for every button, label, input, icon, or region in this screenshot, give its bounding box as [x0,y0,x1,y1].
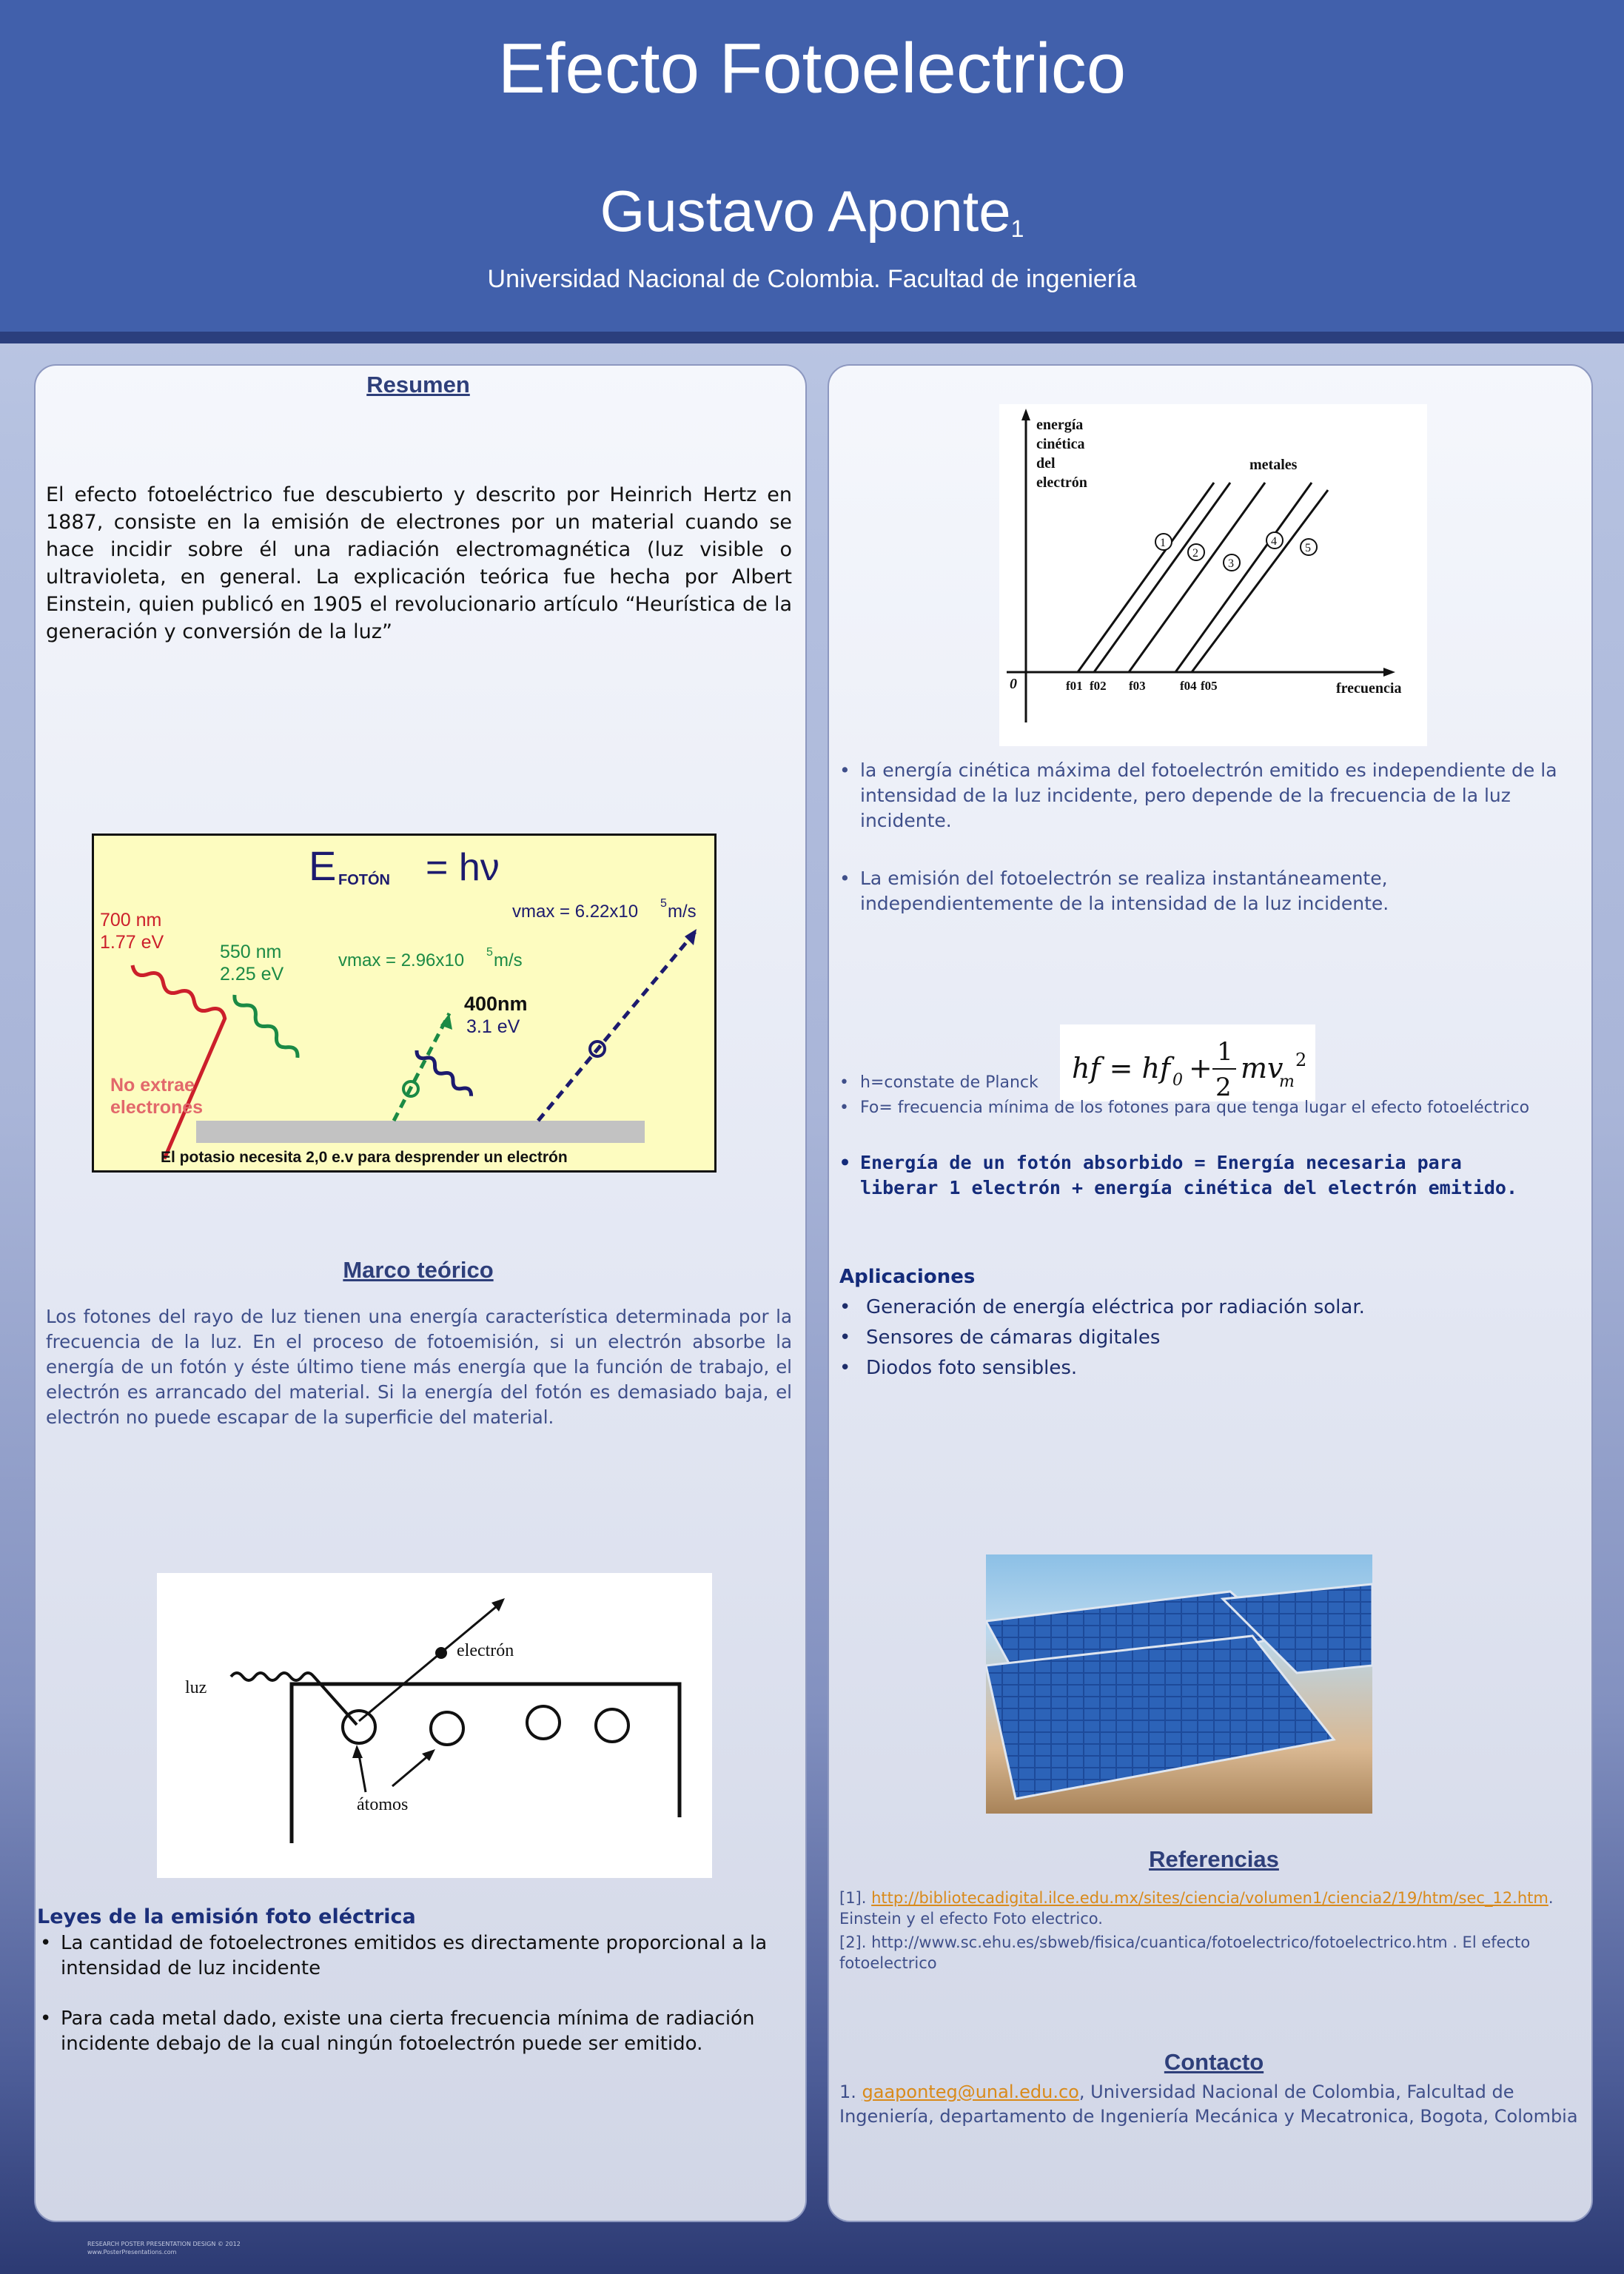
leyes-heading: Leyes de la emisión foto eléctrica [37,1905,416,1928]
y-label-4: electrón [1036,474,1087,491]
eq-lhs: hf = hf [1072,1052,1171,1084]
reference-2: [2]. http://www.sc.ehu.es/sbweb/fisica/cuantica/fotoelectrico/fotoelectrico.htm . El efecto fotoelectrico [839,1933,1531,1972]
eq-sub-zero: 0 [1172,1071,1183,1090]
aplicaciones-heading: Aplicaciones [839,1266,976,1288]
footer-line-2: www.PosterPresentations.com [87,2249,177,2255]
metal-line-1 [1078,483,1214,672]
atoms-arrowhead-1 [352,1745,363,1758]
x-axis-arrow [1383,668,1395,677]
tick-f04: f04 [1180,679,1197,693]
aplicacion-item-2: • Sensores de cámaras digitales [839,1323,1580,1353]
atoms-figure [157,1573,712,1878]
footer-line-1: RESEARCH POSTER PRESENTATION DESIGN © 2012 [87,2241,241,2247]
metales-label: metales [1249,457,1298,473]
tick-f02: f02 [1090,679,1107,693]
leyes-item-2: • Para cada metal dado, existe una cierta frecuencia mínima de radiación incidente debajo de la cual ningún fotoelectrón puede ser emitido. [40,2006,788,2056]
atoms-arrow-2 [392,1754,431,1786]
eq-num: 1 [1217,1037,1233,1067]
energy-balance-item: • Energía de un fotón absorbido = Energía necesaria para liberar 1 electrón + energía cinética del electrón emitido. [839,1150,1550,1201]
vmax-violet-unit: m/s [668,902,697,922]
red-energy: 1.77 eV [100,932,164,953]
photon-figure-caption: El potasio necesita 2,0 e.v para desprender un electrón [161,1149,568,1166]
contact-text: , Universidad Nacional de Colombia, Falcultad de Ingeniería, departamento de Ingeniería Mecánica y Mecatronica, Bogota, Colombia [839,2082,1578,2127]
contact-info [839,2080,1580,2129]
violet-wave [415,1047,474,1099]
contacto-heading: Contacto [1164,2049,1264,2075]
green-wavelength: 550 nm [220,942,282,962]
violet-wavelength: 400nm [464,993,528,1015]
eq-den: 2 [1215,1073,1232,1101]
metal-line-5 [1192,490,1328,672]
equation-terms [839,1070,1580,1121]
green-wave [232,992,301,1061]
observaciones-list [839,758,1580,916]
leyes-list [40,1931,788,2056]
vmax-violet-exp: 5 [660,897,667,910]
formula-sub: FOTÓN [338,872,390,888]
violet-energy: 3.1 eV [466,1016,520,1037]
formula-rest: = hν [426,846,500,889]
electron-path [359,1603,501,1721]
material-outline [292,1684,680,1843]
no-extrae-line1: No extrae [110,1075,195,1096]
photon-energy-diagram [94,836,714,1170]
author-superscript: 1 [1010,215,1024,242]
tick-f05: f05 [1201,679,1218,693]
green-energy: 2.25 eV [220,964,284,985]
fo-item: • Fo= frecuencia mínima de los fotones para que tenga lugar el efecto fotoeléctrico [839,1096,1580,1121]
tick-f01: f01 [1066,679,1083,693]
atom-1 [343,1711,375,1743]
vmax-violet: vmax = 6.22x10 [512,902,639,922]
atom-2 [431,1712,463,1745]
author-name: Gustavo Aponte [600,178,1011,244]
atoms-diagram [157,1573,712,1878]
aplicacion-item-1: • Generación de energía eléctrica por radiación solar. [839,1292,1580,1323]
resumen-text: El efecto fotoeléctrico fue descubierto y descrito por Heinrich Hertz en 1887, consiste en la emisión de electrones por un material cuando se hace incidir sobre él una radiación electromagnética (luz visible o ultravioleta, en general. La explicación teórica fue hecha por Albert Einstein, quien publicó en 1905 el revolucionario artículo “Heurística de la generación y conversión de la luz” [46,483,792,643]
eq-plus: + [1189,1052,1212,1084]
poster-header [0,0,1624,343]
referencias-heading: Referencias [1149,1846,1279,1872]
ref1-link[interactable]: http://bibliotecadigital.ilce.edu.mx/sites/ciencia/volumen1/ciencia2/19/htm/sec_12.htm [871,1889,1548,1907]
resumen-heading: Resumen [366,372,470,398]
footer-credit [87,2240,241,2256]
y-label-2: cinética [1036,436,1085,452]
reference-1 [839,1888,1580,1929]
contact-email[interactable]: gaaponteg@unal.edu.co [862,2082,1079,2102]
aplicacion-item-3: • Diodos foto sensibles. [839,1353,1580,1383]
marker-4: 4 [1271,535,1277,548]
eq-sub-m: m [1279,1073,1295,1091]
poster-title: Efecto Fotoelectrico [497,29,1127,108]
marker-2: 2 [1192,547,1198,560]
luz-label: luz [185,1678,207,1697]
contact-prefix: 1. [839,2082,862,2102]
solar-panel-front [986,1636,1334,1799]
atom-4 [596,1709,628,1742]
h-constant-item: • h=constate de Planck [839,1070,1580,1096]
electron-dot [435,1647,447,1659]
atom-3 [527,1706,560,1739]
no-extrae-line2: electrones [110,1097,204,1118]
light-ray [231,1673,357,1725]
energy-balance-list [839,1150,1550,1201]
formula-e: E [309,842,337,889]
violet-arrowhead [685,929,697,945]
electron-label: electrón [457,1641,514,1660]
y-label-3: del [1036,455,1056,472]
photon-energy-figure [92,834,717,1173]
eq-exp: 2 [1295,1050,1307,1070]
origin-label: 0 [1010,676,1017,692]
vmax-green-unit: m/s [494,950,523,970]
eq-mv: mv [1241,1052,1284,1084]
potassium-plate [196,1121,645,1143]
atomos-label: átomos [357,1795,409,1814]
solar-panels-image [986,1554,1372,1814]
ref1-prefix: [1]. [839,1889,872,1907]
kinetic-energy-graph [999,404,1427,746]
author-line [0,178,1624,262]
observacion-item-1: • la energía cinética máxima del fotoelectrón emitido es independiente de la intensidad de la luz incidente, pero depende de la frecuencia de la luz incidente. [839,758,1580,834]
kinetic-energy-chart [999,404,1427,746]
marker-3: 3 [1228,557,1234,570]
green-electron-path [394,1013,449,1121]
affiliation: Universidad Nacional de Colombia. Facultad de ingeniería [487,265,1137,293]
marker-1: 1 [1160,537,1166,549]
vmax-green: vmax = 2.96x10 [338,950,465,970]
marco-text: Los fotones del rayo de luz tienen una energía característica determinada por la frecuencia de la luz. En el proceso de fotoemisión, si un electrón absorbe la energía de un fotón y éste último tiene más energía que la función de trabajo, el electrón es arrancado del material. Si la energía del fotón es demasiado baja, el electrón no puede escapar de la superficie del material. [46,1306,792,1428]
tick-f03: f03 [1129,679,1146,693]
metal-line-2 [1094,483,1230,672]
aplicaciones-list [839,1292,1580,1383]
observacion-item-2: • La emisión del fotoelectrón se realiza instantáneamente, independientemente de la intensidad de la luz incidente. [839,866,1580,916]
y-label-1: energía [1036,417,1084,433]
vmax-green-exp: 5 [486,946,493,959]
ref1-suffix: . Einstein y el efecto Foto electrico. [839,1889,1554,1928]
leyes-item-1: • La cantidad de fotoelectrones emitidos es directamente proporcional a la intensidad de luz incidente [40,1931,788,1981]
red-wavelength: 700 nm [100,910,162,930]
marker-5: 5 [1305,542,1311,554]
x-label: frecuencia [1336,680,1402,697]
violet-electron-path [538,932,695,1121]
solar-panels-photo [986,1554,1372,1814]
y-axis-arrow [1021,409,1030,420]
marco-heading: Marco teórico [343,1257,494,1283]
